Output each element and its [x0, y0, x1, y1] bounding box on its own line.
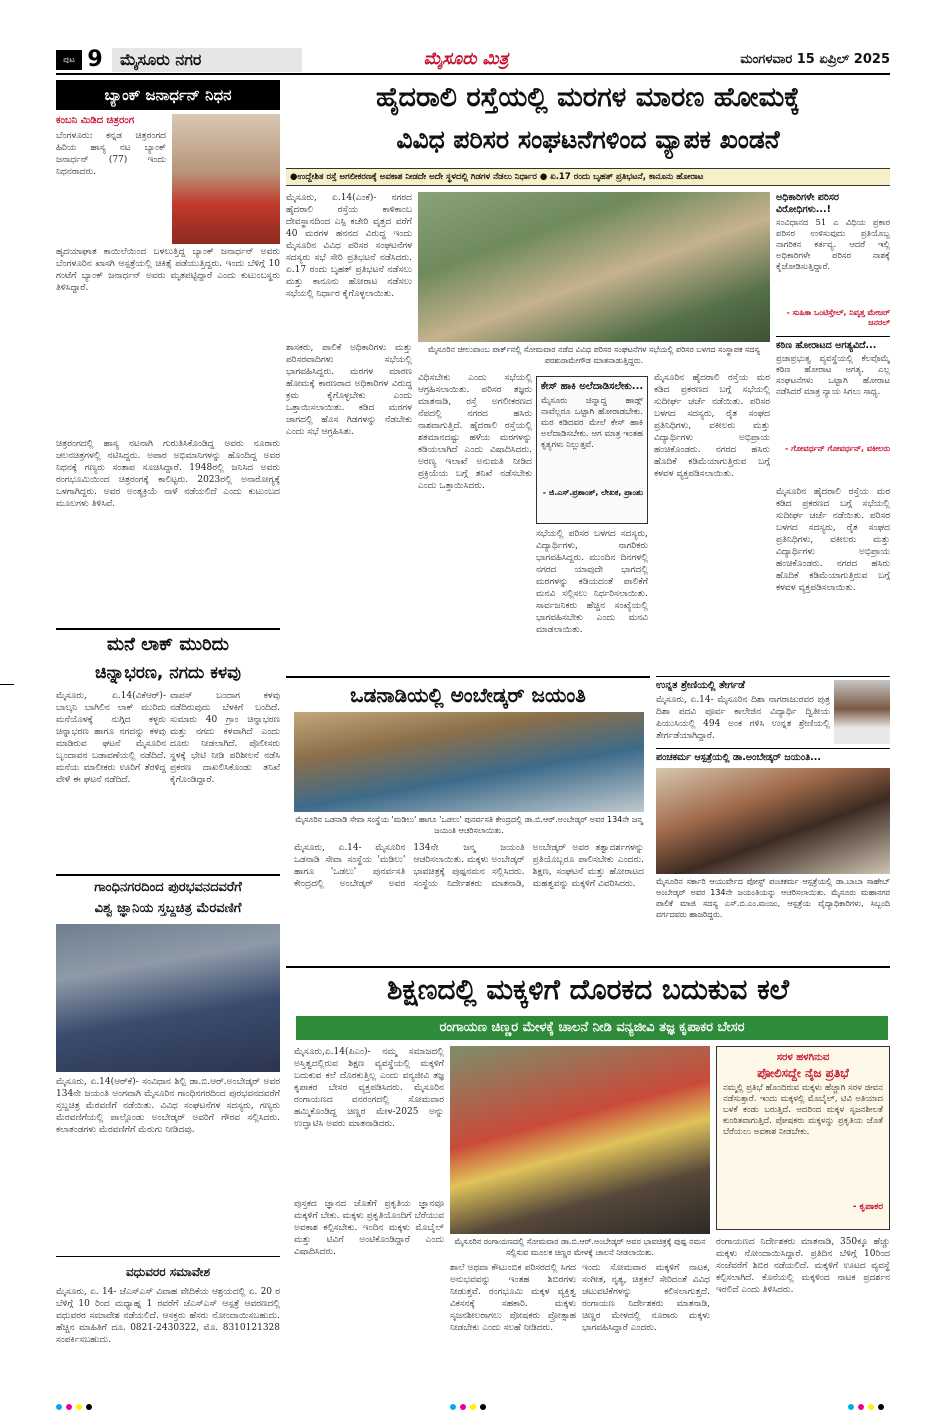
panchakarma-rule — [656, 748, 890, 749]
education-strap-box — [296, 1016, 888, 1040]
student-body: ಮೈಸೂರು, ಏ.14- ಮೈಸೂರಿನ ದಿಶಾ ನಾಗರಾಜುರವರ ಪುತ್ರ ದಿಶಾ ಪದವಿ ಪೂರ್ವ ಕಾಲೇಜಿನ ವಿದ್ಯಾರ್ಥಿ ದ್ವಿತೀಯ ಪಿಯುಸಿಯಲ್ಲಿ 494 ಅಂಕ ಗಳಿಸಿ ಉನ್ನತ ಶ್ರೇಣಿಯಲ್ಲಿ ತೇರ್ಗಡೆಯಾಗಿದ್ದಾರೆ. — [656, 695, 830, 741]
sidebox-author: - ಕೃಪಾಕರ — [852, 1202, 883, 1212]
quote-title: ಕೇಸ್ ಹಾಕಿ ಅಲೆದಾಡಿಸಲೇಕು... — [540, 381, 644, 392]
gandhi-rule — [56, 874, 280, 876]
student-rule — [656, 676, 890, 677]
section-title: ಮೈಸೂರು ನಗರ — [112, 48, 302, 72]
registration-marks-center — [450, 1404, 510, 1412]
obit-headline-box — [56, 80, 280, 110]
main-strap: ●ಉದ್ದೇಶಿತ ರಸ್ತೆ ಅಗಲೀಕರಣಕ್ಕೆ ಅವಕಾಶ ನೀಡದೇ ಅದೇ ಸ್ಥಳದಲ್ಲಿ ಗಿಡಗಳ ನೆಡಲು ನಿರ್ಧಾರ ● ಏ.17 ರಂದು ಬೃಹತ್ ಪ್ರತಿಭಟನೆ, ಕಾನೂನು ಹೋರಾಟ — [290, 172, 704, 182]
wedding-rule — [56, 1256, 280, 1257]
issue-date: ಮಂಗಳವಾರ 15 ಏಪ್ರಿಲ್ 2025 — [740, 52, 890, 67]
burglary-headline-1: ಮನೆ ಲಾಕ್ ಮುರಿದು — [106, 634, 230, 655]
education-photo-caption: ಮೈಸೂರಿನ ರಂಗಾಯಣದಲ್ಲಿ ಸೋಮವಾರ ಡಾ.ಬಿ.ಆರ್.ಅಂಬೇಡ್ಕರ್ ಅವರ ಭಾವಚಿತ್ರಕ್ಕೆ ಪುಷ್ಪ ನಮನ ಸಲ್ಲಿಸುವ ಮೂಲಕ ಚಿಣ್ಣರ ಮೇಳಕ್ಕೆ ಚಾಲನೆ ನೀಡಲಾಯಿತು. — [454, 1237, 706, 1257]
main-headline-2: ವಿವಿಧ ಪರಿಸರ ಸಂಘಟನೆಗಳಿಂದ ವ್ಯಾಪಕ ಖಂಡನೆ — [396, 125, 780, 154]
registration-marks-right — [848, 1404, 892, 1412]
education-body-b: ಪುಸ್ತಕದ ಜ್ಞಾನದ ಜೊತೆಗೆ ಪ್ರಕೃತಿಯ ಜ್ಞಾನವೂ ಮಕ್ಕಳಿಗೆ ಬೇಕು. ಮಕ್ಕಳು ಪ್ರಕೃತಿಯೊಂದಿಗೆ ಬೆರೆಯುವ ಅವಕಾಶ ಕಲ್ಪಿಸಬೇಕು. ಇಂದಿನ ಮಕ್ಕಳು ಮೊಬೈಲ್ ಮತ್ತು ಟಿವಿಗೆ ಅಂಟಿಕೊಂಡಿದ್ದಾರೆ ಎಂದು ವಿಷಾದಿಸಿದರು. — [294, 1199, 444, 1257]
education-body-d: ಇಂದು ಸೋಮವಾರ ಮಕ್ಕಳಿಗೆ ನಾಟಕ, ಸಂಗೀತ, ನೃತ್ಯ, ಚಿತ್ರಕಲೆ ಸೇರಿದಂತೆ ವಿವಿಧ ಚಟುವಟಿಕೆಗಳನ್ನು ಕಲಿಸಲಾಗುತ್ತದೆ. ರಂಗಾಯಣ ನಿರ್ದೇಶಕರು ಮಾತನಾಡಿ, ಚಿಣ್ಣರ ಮೇಳದಲ್ಲಿ ನೂರಾರು ಮಕ್ಕಳು ಭಾಗವಹಿಸಿದ್ದಾರೆ ಎಂದರು. — [582, 1263, 710, 1333]
quote-box — [536, 376, 648, 524]
gandhi-body: ಮೈಸೂರು, ಏ.14(ಆರ್‌ಕೆ)- ಸಂವಿಧಾನ ಶಿಲ್ಪಿ ಡಾ.ಬಿ.ಆರ್.ಅಂಬೇಡ್ಕರ್ ಅವರ 134ನೇ ಜಯಂತಿ ಅಂಗವಾಗಿ ಮೈಸೂರಿನ ಗಾಂಧಿನಗರದಿಂದ ಪುರಭವನದವರೆಗೆ ಸ್ತಬ್ದಚಿತ್ರ ಮೆರವಣಿಗೆ ನಡೆಯಿತು. ವಿವಿಧ ಸಂಘಟನೆಗಳ ಸದಸ್ಯರು, ಗಣ್ಯರು ಮೆರವಣಿಗೆಯಲ್ಲಿ ಪಾಲ್ಗೊಂಡು ಅಂಬೇಡ್ಕರ್ ಅವರಿಗೆ ಗೌರವ ಸಲ್ಲಿಸಿದರು. ಕಲಾತಂಡಗಳು ಮೆರವಣಿಗೆಗೆ ಮೆರುಗು ನೀಡಿದವು. — [56, 1077, 280, 1135]
main-body-a: ಮೈಸೂರು, ಏ.14(ಎಂಕೆ)- ನಗರದ ಹೈದರಾಲಿ ರಸ್ತೆಯ ಕಾಳಿಕಾಂಬ ದೇವಸ್ಥಾನದಿಂದ ಎಸ್ಪಿ ಕಚೇರಿ ವೃತ್ತದ ವರೆಗೆ 40 ಮರಗಳ ಹನನದ ವಿರುದ್ಧ ಇಂದು ಮೈಸೂರಿನ ವಿವಿಧ ಪರಿಸರ ಸಂಘಟನೆಗಳ ಸದಸ್ಯರು ಸಭೆ ಸೇರಿ ಪ್ರತಿಭಟನೆ ನಡೆಸಿದರು. ಏ.17 ರಂದು ಬೃಹತ್ ಪ್ರತಿಭಟನೆ ನಡೆಸಲು ಮತ್ತು ಕಾನೂನು ಹೋರಾಟ ನಡೆಸಲು ಸಭೆಯಲ್ಲಿ ನಿರ್ಧಾರ ಕೈಗೊಳ್ಳಲಾಯಿತು. — [286, 193, 412, 299]
gandhi-headline-1: ಗಾಂಧಿನಗರದಿಂದ ಪುರಭವನದವರೆಗೆ — [94, 880, 242, 895]
obit-body-2: ಚಿತ್ರರಂಗದಲ್ಲಿ ಹಾಸ್ಯ ನಟನಾಗಿ ಗುರುತಿಸಿಕೊಂಡಿದ್ದ ಅವರು ನೂರಾರು ಚಲನಚಿತ್ರಗಳಲ್ಲಿ ನಟಿಸಿದ್ದರು. ಅಪಾರ ಅಭಿಮಾನಿಗಳನ್ನು ಹೊಂದಿದ್ದ ಅವರ ನಿಧನಕ್ಕೆ ಗಣ್ಯರು ಸಂತಾಪ ಸೂಚಿಸಿದ್ದಾರೆ. 1948ರಲ್ಲಿ ಜನಿಸಿದ ಅವರು ರಂಗಭೂಮಿಯಿಂದ ಚಿತ್ರರಂಗಕ್ಕೆ ಕಾಲಿಟ್ಟರು. 2023ರಲ್ಲಿ ಅನಾರೋಗ್ಯಕ್ಕೆ ಒಳಗಾಗಿದ್ದರು. ಅವರ ಅಂತ್ಯಕ್ರಿಯೆ ನಾಳೆ ನಡೆಯಲಿದೆ ಎಂದು ಕುಟುಂಬದ ಮೂಲಗಳು ತಿಳಿಸಿವೆ. — [56, 439, 280, 509]
side-quote-2-title: ಕಠಿಣ ಹೋರಾಟದ ಅಗತ್ಯವಿದೆ... — [776, 340, 877, 351]
page-number: 9 — [82, 48, 108, 72]
crop-mark-left — [0, 684, 14, 685]
panchakarma-caption: ಮೈಸೂರಿನ ಸರ್ಕಾರಿ ಆಯುರ್ವೇದ ಪೋಸ್ಟ್ ಪಂಚಕರ್ಮ ಆಸ್ಪತ್ರೆಯಲ್ಲಿ ಡಾ.ಬಾಬಾ ಸಾಹೇಬ್ ಅಂಬೇಡ್ಕರ್ ಅವರ 134ನೇ ಜಯಂತಿಯನ್ನು ಆಚರಿಸಲಾಯಿತು. ಮೈಸೂರು ಮಹಾನಗರ ಪಾಲಿಕೆ ಮಾಜಿ ಸದಸ್ಯ ಎಸ್.ಬಿ.ಎಂ.ಮಂಜು, ಆಸ್ಪತ್ರೆಯ ವೈದ್ಯಾಧಿಕಾರಿಗಳು, ಸಿಬ್ಬಂದಿ ವರ್ಗದವರು ಹಾಜರಿದ್ದರು. — [656, 877, 890, 919]
main-body-e: ಮೈಸೂರಿನ ಹೈದರಾಲಿ ರಸ್ತೆಯ ಮರ ಕಡಿದ ಪ್ರಕರಣದ ಬಗ್ಗೆ ಸಭೆಯಲ್ಲಿ ಸುದೀರ್ಘ ಚರ್ಚೆ ನಡೆಯಿತು. ಪರಿಸರ ಬಳಗದ ಸದಸ್ಯರು, ರೈತ ಸಂಘದ ಪ್ರತಿನಿಧಿಗಳು, ವಕೀಲರು ಮತ್ತು ವಿದ್ಯಾರ್ಥಿಗಳು ಅಭಿಪ್ರಾಯ ಹಂಚಿಕೊಂಡರು. ನಗರದ ಹಸಿರು ಹೊದಿಕೆ ಕಡಿಮೆಯಾಗುತ್ತಿರುವ ಬಗ್ಗೆ ಕಳವಳ ವ್ಯಕ್ತಪಡಿಸಲಾಯಿತು. — [654, 373, 770, 479]
side-quote-1-body: ಸಂವಿಧಾನದ 51 ಎ ವಿಧಿಯ ಪ್ರಕಾರ ಪರಿಸರ ಉಳಿಸುವುದು ಪ್ರತಿಯೊಬ್ಬ ನಾಗರಿಕನ ಕರ್ತವ್ಯ. ಆದರೆ ಇಲ್ಲಿ ಅಧಿಕಾರಿಗಳೇ ಪರಿಸರ ನಾಶಕ್ಕೆ ಕೈಜೋಡಿಸುತ್ತಿದ್ದಾರೆ. — [776, 218, 890, 272]
odanadi-photo — [294, 712, 644, 812]
obit-photo — [172, 114, 280, 244]
registration-marks-left — [56, 1404, 116, 1412]
paper-name: ಮೈಸೂರು ಮಿತ್ರ — [423, 49, 509, 69]
gandhi-photo — [56, 924, 280, 1072]
obit-kicker: ಕಂಬನಿ ಮಿಡಿದ ಚಿತ್ರರಂಗ — [56, 115, 135, 126]
burglary-body-1: ಮೈಸೂರು, ಏ.14(ವಿಕೆಆರ್)- ಬಾಲ್ಕನಿ ಬಾಗಿಲಿನ ಲಾಕ್ ಮುರಿದು ಮನೆಯೊಳಕ್ಕೆ ನುಗ್ಗಿದ ಕಳ್ಳರು ಚಿನ್ನಾಭರಣ ಹಾಗೂ ನಗದನ್ನು ಕಳವು ಮಾಡಿರುವ ಘಟನೆ ಮೈಸೂರಿನ ಬೃಂದಾವನ ಬಡಾವಣೆಯಲ್ಲಿ ನಡೆದಿದೆ. ಮನೆಯ ಮಾಲೀಕರು ಊರಿಗೆ ತೆರಳಿದ್ದ ವೇಳೆ ಈ ಘಟನೆ ನಡೆದಿದೆ. — [56, 691, 166, 785]
panchakarma-photo — [656, 768, 890, 874]
main-body-d: ಸಭೆಯಲ್ಲಿ ಪರಿಸರ ಬಳಗದ ಸದಸ್ಯರು, ವಿದ್ಯಾರ್ಥಿಗಳು, ನಾಗರಿಕರು ಭಾಗವಹಿಸಿದ್ದರು. ಮುಂದಿನ ದಿನಗಳಲ್ಲಿ ನಗರದ ಯಾವುದೇ ಭಾಗದಲ್ಲಿ ಮರಗಳನ್ನು ಕಡಿಯದಂತೆ ಪಾಲಿಕೆಗೆ ಮನವಿ ಸಲ್ಲಿಸಲು ನಿರ್ಧರಿಸಲಾಯಿತು. ಸಾರ್ವಜನಿಕರು ಹೆಚ್ಚಿನ ಸಂಖ್ಯೆಯಲ್ಲಿ ಭಾಗವಹಿಸಬೇಕು ಎಂದು ಮನವಿ ಮಾಡಲಾಯಿತು. — [536, 529, 648, 635]
education-rule — [286, 966, 890, 968]
gandhi-headline-2: ವಿಶ್ವ ಜ್ಞಾನಿಯ ಸ್ತಬ್ದಚಿತ್ರ ಮೆರವಣಿಗೆ — [94, 901, 242, 916]
main-body-b: ಶಾಸಕರು, ಪಾಲಿಕೆ ಅಧಿಕಾರಿಗಳು ಮತ್ತು ಪರಿಸರವಾದಿಗಳು ಸಭೆಯಲ್ಲಿ ಭಾಗವಹಿಸಿದ್ದರು. ಮರಗಳ ಮಾರಣ ಹೋಮಕ್ಕೆ ಕಾರಣರಾದ ಅಧಿಕಾರಿಗಳ ವಿರುದ್ಧ ಕ್ರಮ ಕೈಗೊಳ್ಳಬೇಕು ಎಂದು ಒತ್ತಾಯಿಸಲಾಯಿತು. ಕಡಿದ ಮರಗಳ ಜಾಗದಲ್ಲಿ ಹೊಸ ಗಿಡಗಳನ್ನು ನೆಡಬೇಕು ಎಂದು ಸಭೆ ಆಗ್ರಹಿಸಿತು. — [286, 343, 412, 437]
student-headline: ಉನ್ನತ ಶ್ರೇಣಿಯಲ್ಲಿ ತೇರ್ಗಡೆ — [656, 680, 745, 691]
odanadi-headline: ಒಡನಾಡಿಯಲ್ಲಿ ಅಂಬೇಡ್ಕರ್ ಜಯಂತಿ — [350, 683, 586, 707]
education-body-e: ರಂಗಾಯಣದ ನಿರ್ದೇಶಕರು ಮಾತನಾಡಿ, 350ಕ್ಕೂ ಹೆಚ್ಚು ಮಕ್ಕಳು ನೋಂದಾಯಿಸಿದ್ದಾರೆ. ಪ್ರತಿದಿನ ಬೆಳಿಗ್ಗೆ 10ರಿಂದ ಸಂಜೆವರೆಗೆ ಶಿಬಿರ ನಡೆಯಲಿದೆ. ಮಕ್ಕಳಿಗೆ ಊಟದ ವ್ಯವಸ್ಥೆ ಕಲ್ಪಿಸಲಾಗಿದೆ. ಕೊನೆಯಲ್ಲಿ ಮಕ್ಕಳಿಂದ ನಾಟಕ ಪ್ರದರ್ಶನ ಇರಲಿದೆ ಎಂದು ತಿಳಿಸಿದರು. — [716, 1237, 890, 1295]
main-strap-box — [286, 168, 890, 186]
education-photo — [450, 1046, 710, 1234]
masthead — [56, 48, 890, 72]
masthead-rule — [56, 73, 890, 75]
side-quote-1 — [776, 192, 890, 332]
panchakarma-headline: ಪಂಚಕರ್ಮ ಆಸ್ಪತ್ರೆಯಲ್ಲಿ ಡಾ.ಅಂಬೇಡ್ಕರ್ ಜಯಂತಿ... — [656, 752, 821, 763]
sidebox-body: ನಮ್ಮಲ್ಲಿ ಪ್ರತಿಭೆ ಹೊಂದಿರುವ ಮಕ್ಕಳು ಹೆಚ್ಚಾಗಿ ಸರಳ ಜೀವನ ನಡೆಸುತ್ತಾರೆ. ಇಂದು ಮಕ್ಕಳಲ್ಲಿ ಮೊಬೈಲ್, ಟಿವಿ ಅತಿಯಾದ ಬಳಕೆ ಕಂಡು ಬರುತ್ತಿದೆ. ಅದರಿಂದ ಮಕ್ಕಳ ಸೃಜನಶೀಲತೆ ಕುಂಠಿತವಾಗುತ್ತಿದೆ. ಪೋಷಕರು ಮಕ್ಕಳನ್ನು ಪ್ರಕೃತಿಯ ಜೊತೆ ಬೆರೆಯಲು ಅವಕಾಶ ನೀಡಬೇಕು. — [723, 1083, 883, 1137]
odanadi-rule — [286, 676, 650, 678]
main-photo — [418, 192, 770, 342]
education-body-c: ಶಾಲೆ ಅಥವಾ ಕೌಟುಂಬಿಕ ಪರಿಸರದಲ್ಲಿ ಸಿಗದ ಅನುಭವವನ್ನು ಇಂತಹ ಶಿಬಿರಗಳು ನೀಡುತ್ತವೆ. ರಂಗಭೂಮಿ ಮಕ್ಕಳ ವ್ಯಕ್ತಿತ್ವ ವಿಕಸನಕ್ಕೆ ಸಹಕಾರಿ. ಮಕ್ಕಳು ಸೃಜನಶೀಲರಾಗಲು ಪೋಷಕರು ಪ್ರೋತ್ಸಾಹ ನೀಡಬೇಕು ಎಂದು ಸಲಹೆ ನೀಡಿದರು. — [450, 1263, 576, 1333]
education-headline: ಶಿಕ್ಷಣದಲ್ಲಿ ಮಕ್ಕಳಿಗೆ ದೊರಕದ ಬದುಕುವ ಕಲೆ — [387, 973, 789, 1006]
side-quote-2-author: - ಗೋವರ್ಧನ್ ಗೋವರ್ಧನ್, ವಕೀಲರು — [785, 444, 890, 453]
sidebox-title-1: ಸರಳ ಹಳಗಿನುವ — [776, 1052, 830, 1063]
education-body-a: ಮೈಸೂರು,ಏ.14(ಪಿಎಂ)- ನಮ್ಮ ಸಮಾಜದಲ್ಲಿ ಅಸ್ತಿತ್ವದಲ್ಲಿರುವ ಶಿಕ್ಷಣ ವ್ಯವಸ್ಥೆಯಲ್ಲಿ ಮಕ್ಕಳಿಗೆ ಬದುಕುವ ಕಲೆ ದೊರಕುತ್ತಿಲ್ಲ ಎಂದು ವನ್ಯಜೀವಿ ತಜ್ಞ ಕೃಪಾಕರ ಬೇಸರ ವ್ಯಕ್ತಪಡಿಸಿದರು. ಮೈಸೂರಿನ ರಂಗಾಯಣದ ವನರಂಗದಲ್ಲಿ ಸೋಮವಾರ ಹಮ್ಮಿಕೊಂಡಿದ್ದ ಚಿಣ್ಣರ ಮೇಳ-2025 ಅನ್ನು ಉದ್ಘಾಟಿಸಿ ಅವರು ಮಾತನಾಡಿದರು. — [294, 1047, 444, 1129]
side-col-body: ಮೈಸೂರಿನ ಹೈದರಾಲಿ ರಸ್ತೆಯ ಮರ ಕಡಿದ ಪ್ರಕರಣದ ಬಗ್ಗೆ ಸಭೆಯಲ್ಲಿ ಸುದೀರ್ಘ ಚರ್ಚೆ ನಡೆಯಿತು. ಪರಿಸರ ಬಳಗದ ಸದಸ್ಯರು, ರೈತ ಸಂಘದ ಪ್ರತಿನಿಧಿಗಳು, ವಕೀಲರು ಮತ್ತು ವಿದ್ಯಾರ್ಥಿಗಳು ಅಭಿಪ್ರಾಯ ಹಂಚಿಕೊಂಡರು. ನಗರದ ಹಸಿರು ಹೊದಿಕೆ ಕಡಿಮೆಯಾಗುತ್ತಿರುವ ಬಗ್ಗೆ ಕಳವಳ ವ್ಯಕ್ತಪಡಿಸಲಾಯಿತು. — [776, 487, 890, 593]
side-quote-divider — [776, 336, 890, 337]
education-strap: ರಂಗಾಯಣ ಚಿಣ್ಣರ ಮೇಳಕ್ಕೆ ಚಾಲನೆ ನೀಡಿ ವನ್ಯಜೀವಿ ತಜ್ಞ ಕೃಪಾಕರ ಬೇಸರ — [439, 1020, 745, 1035]
sidebox — [716, 1046, 890, 1230]
quote-author: - ಜಿ.ಎಸ್.ಪ್ರಶಾಂತ್, ಲೇಖಕ, ಪ್ರಾಂಶು — [542, 488, 643, 497]
obit-headline: ಬ್ಯಾಂಕ್ ಜನಾರ್ಧನ್ ನಿಧನ — [104, 86, 232, 104]
wedding-headline: ವಧುವರರ ಸಮಾವೇಶ — [125, 1265, 211, 1279]
side-quote-1-title: ಅಧಿಕಾರಿಗಳೇ ಪರಿಸರ ವಿರೋಧಿಗಳು...! — [776, 192, 839, 215]
obit-body-1: ಹೃದಯಾಘಾತ ಕಾಯಿಲೆಯಿಂದ ಬಳಲುತ್ತಿದ್ದ ಬ್ಯಾಂಕ್ ಜನಾರ್ಧನ್ ಅವರು ಬೆಂಗಳೂರಿನ ಖಾಸಗಿ ಆಸ್ಪತ್ರೆಯಲ್ಲಿ ಚಿಕಿತ್ಸೆ ಪಡೆಯುತ್ತಿದ್ದರು. ಇಂದು ಬೆಳಿಗ್ಗೆ 10 ಗಂಟೆಗೆ ಬ್ಯಾಂಕ್ ಜನಾರ್ಧನ್ ಅವರು ಮೃತಪಟ್ಟಿದ್ದಾರೆ ಎಂದು ಕುಟುಂಬಸ್ಥರು ತಿಳಿಸಿದ್ದಾರೆ. — [56, 247, 280, 293]
main-photo-caption: ಮೈಸೂರಿನ ಚೀಲುವಾಂಬ ಪಾರ್ಕ್‌ನಲ್ಲಿ ಸೋಮವಾರ ನಡೆದ ವಿವಿಧ ಪರಿಸರ ಸಂಘಟನೆಗಳ ಸಭೆಯಲ್ಲಿ ಪರಿಸರ ಬಳಗದ ಸಂಸ್ಥಾಪಕ ಸದಸ್ಯ ಪರಶುರಾಮೇಗೌಡ ಮಾತನಾಡುತ್ತಿದ್ದರು. — [428, 345, 760, 365]
burglary-body-2: ವಾಪಸ್ ಬಂದಾಗ ಕಳವು ನಡೆದಿರುವುದು ಬೆಳಕಿಗೆ ಬಂದಿದೆ. ಸುಮಾರು 40 ಗ್ರಾಂ ಚಿನ್ನಾಭರಣ ಮತ್ತು ನಗದು ಕಳವಾಗಿದೆ ಎಂದು ದೂರು ನೀಡಲಾಗಿದೆ. ಪೊಲೀಸರು ಸ್ಥಳಕ್ಕೆ ಭೇಟಿ ನೀಡಿ ಪರಿಶೀಲನೆ ನಡೆಸಿ ಪ್ರಕರಣ ದಾಖಲಿಸಿಕೊಂಡು ತನಿಖೆ ಕೈಗೊಂಡಿದ್ದಾರೆ. — [170, 691, 280, 785]
side-quote-1-author: - ಸುಹಿಕಾ ಒಂಟಿಸ್ತೇಲ್, ನಿವೃತ್ತ ಮೇಜರ್ ಜನರಲ್ — [786, 308, 890, 327]
page-label: ಪುಟ — [56, 50, 82, 70]
burglary-rule — [56, 628, 280, 630]
obit-lead: ಬೆಂಗಳೂರು: ಕನ್ನಡ ಚಿತ್ರರಂಗದ ಹಿರಿಯ ಹಾಸ್ಯ ನಟ ಬ್ಯಾಂಕ್ ಜನಾರ್ಧನ್ (77) ಇಂದು ನಿಧನರಾದರು. — [56, 131, 166, 177]
side-quote-2-body: ಪ್ರಜಾಪ್ರಭುತ್ವ ವ್ಯವಸ್ಥೆಯಲ್ಲಿ ಕೆಲವೊಮ್ಮೆ ಕಠಿಣ ಹೋರಾಟ ಅಗತ್ಯ. ಎಲ್ಲ ಸಂಘಟನೆಗಳು ಒಟ್ಟಾಗಿ ಹೋರಾಟ ನಡೆಸಿದರೆ ಮಾತ್ರ ನ್ಯಾಯ ಸಿಗಲು ಸಾಧ್ಯ. — [776, 354, 890, 397]
burglary-headline-2: ಚಿನ್ನಾಭರಣ, ನಗದು ಕಳವು — [95, 663, 241, 683]
side-quote-2 — [776, 340, 890, 480]
sidebox-title-2: ಪೋಲಿಸದ್ದೇ ನೈಜ ಪ್ರತಿಭೆ — [757, 1066, 849, 1080]
odanadi-caption: ಮೈಸೂರಿನ ಒಡನಾಡಿ ಸೇವಾ ಸಂಸ್ಥೆಯ 'ಮಡಿಲು' ಹಾಗೂ 'ಒಡಲು' ಪುನರ್ವಸತಿ ಕೇಂದ್ರದಲ್ಲಿ ಡಾ.ಬಿ.ಆರ್.ಅಂಬೇಡ್ಕರ್ ಅವರ 134ನೇ ಜನ್ಮ ಜಯಂತಿ ಆಚರಿಸಲಾಯಿತು. — [295, 815, 643, 835]
student-photo — [834, 680, 890, 744]
quote-body: ಮೈಸೂರು ಚಿನ್ನಾದ್ದ ಹಾಡ್ಗ್ ನಾವೆಲ್ಲರೂ ಒಟ್ಟಾಗಿ ಹೋರಾಡಬೇಕು. ಮರ ಕಡಿದವರ ಮೇಲೆ ಕೇಸ್ ಹಾಕಿ ಅಲೆದಾಡಿಸಬೇಕು. ಆಗ ಮಾತ್ರ ಇಂತಹ ಕೃತ್ಯಗಳು ನಿಲ್ಲುತ್ತವೆ. — [541, 396, 643, 450]
odanadi-body: ಮೈಸೂರು, ಏ.14- ಮೈಸೂರಿನ ಒಡನಾಡಿ ಸೇವಾ ಸಂಸ್ಥೆಯ 'ಮಡಿಲು' ಹಾಗೂ 'ಒಡಲು' ಪುನರ್ವಸತಿ ಕೇಂದ್ರದಲ್ಲಿ ಅಂಬೇಡ್ಕರ್ ಅವರ 134ನೇ ಜನ್ಮ ಜಯಂತಿ ಆಚರಿಸಲಾಯಿತು. ಮಕ್ಕಳು ಅಂಬೇಡ್ಕರ್ ಭಾವಚಿತ್ರಕ್ಕೆ ಪುಷ್ಪನಮನ ಸಲ್ಲಿಸಿದರು. ಸಂಸ್ಥೆಯ ನಿರ್ದೇಶಕರು ಮಾತನಾಡಿ, ಅಂಬೇಡ್ಕರ್ ಅವರ ತತ್ವಾದರ್ಶಗಳನ್ನು ಪ್ರತಿಯೊಬ್ಬರೂ ಪಾಲಿಸಬೇಕು ಎಂದರು. ಶಿಕ್ಷಣ, ಸಂಘಟನೆ ಮತ್ತು ಹೋರಾಟದ ಮಹತ್ವವನ್ನು ಮಕ್ಕಳಿಗೆ ವಿವರಿಸಿದರು. — [294, 843, 644, 889]
main-headline-1: ಹೈದರಾಲಿ ರಸ್ತೆಯಲ್ಲಿ ಮರಗಳ ಮಾರಣ ಹೋಮಕ್ಕೆ — [375, 82, 801, 113]
wedding-body: ಮೈಸೂರು, ಏ. 14- ಜೆಎಸ್‌ಎಸ್ ವಿವಾಹ ವೇದಿಕೆಯ ಆಶ್ರಯದಲ್ಲಿ ಏ. 20 ರ ಬೆಳಿಗ್ಗೆ 10 ರಿಂದ ಮಧ್ಯಾಹ್ನ 1 ರವರೆಗೆ ಜೆಎಸ್‌ಎಸ್ ಆಸ್ಪತ್ರೆ ಆವರಣದಲ್ಲಿ ವಧುವರರ ಸಮಾವೇಶ ನಡೆಯಲಿದೆ. ಆಸಕ್ತರು ಹೆಸರು ನೋಂದಾಯಿಸಬಹುದು. ಹೆಚ್ಚಿನ ಮಾಹಿತಿಗೆ ದೂ. 0821-2430322, ಮೊ. 8310121328 ಸಂಪರ್ಕಿಸಬಹುದು. — [56, 1287, 280, 1345]
main-body-c: ವಿಧಿಸಬೇಕು ಎಂದು ಸಭೆಯಲ್ಲಿ ಆಗ್ರಹಿಸಲಾಯಿತು. ಪರಿಸರ ತಜ್ಞರು ಮಾತನಾಡಿ, ರಸ್ತೆ ಅಗಲೀಕರಣದ ನೆಪದಲ್ಲಿ ನಗರದ ಹಸಿರು ನಾಶವಾಗುತ್ತಿದೆ. ಹೈದರಾಲಿ ರಸ್ತೆಯಲ್ಲಿ ಶತಮಾನದಷ್ಟು ಹಳೆಯ ಮರಗಳನ್ನು ಕಡಿಯಲಾಗಿದೆ ಎಂದು ವಿಷಾದಿಸಿದರು. ಅರಣ್ಯ ಇಲಾಖೆ ಅನುಮತಿ ನೀಡಿದ ಪ್ರಕ್ರಿಯೆಯ ಬಗ್ಗೆ ತನಿಖೆ ನಡೆಸಬೇಕು ಎಂದು ಒತ್ತಾಯಿಸಿದರು. — [418, 373, 532, 491]
